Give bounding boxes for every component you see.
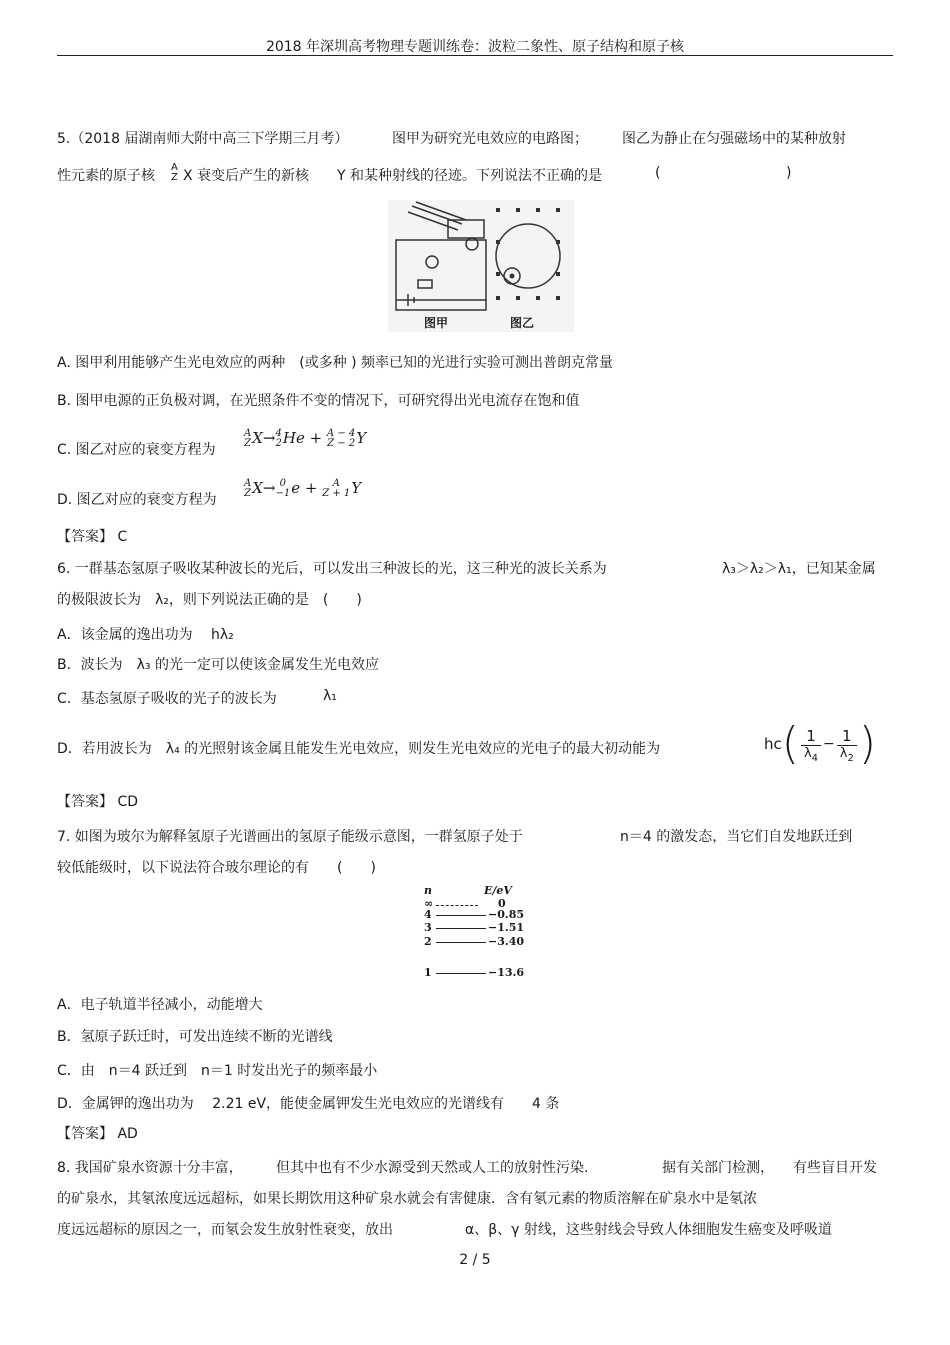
q5-equation-d: A Z X→ 0 −1 e + A Z + 1 Y xyxy=(244,478,362,499)
q5-nucleus-symbol: A Z xyxy=(171,162,178,183)
q5-figure-drawing xyxy=(388,200,574,332)
q8-line3-a: 度远远超标的原因之一，而氡会发生放射性衰变，放出 xyxy=(57,1222,393,1238)
level-2-n: 2 xyxy=(424,935,432,948)
level-1-line xyxy=(436,973,486,974)
q6-line1-b: λ₃＞λ₂＞λ₁，已知某金属 xyxy=(722,561,876,577)
level-4-line xyxy=(436,915,486,916)
header-divider xyxy=(57,55,893,56)
levels-header-n: n xyxy=(424,884,432,897)
q7-option-c: C．由 n＝4 跃迁到 n＝1 时发出光子的频率最小 xyxy=(57,1063,378,1079)
level-3-n: 3 xyxy=(424,921,432,934)
level-inf-line xyxy=(436,905,478,906)
level-2-line xyxy=(436,942,486,943)
page-header: 2018 年深圳高考物理专题训练卷：波粒二象性、原子结构和原子核 xyxy=(265,39,685,55)
energy-level-diagram xyxy=(420,884,530,984)
level-inf-n: ∞ xyxy=(424,897,434,910)
q5-line2-a: 性元素的原子核 xyxy=(57,168,155,184)
levels-header-e: E/eV xyxy=(484,884,512,897)
q8-line1-a: 8. 我国矿泉水资源十分丰富， xyxy=(57,1160,243,1176)
q6-option-c-b: λ₁ xyxy=(323,688,337,704)
q5-line1-b: 图甲为研究光电效应的电路图； xyxy=(392,131,588,147)
q6-option-c-a: C．基态氢原子吸收的光子的波长为 xyxy=(57,691,277,707)
q6-formula: hc( $\frac{1}{\lambda_4}$ − $\frac{1}{\lambda_2}$ ) xyxy=(764,718,876,769)
q6-option-a: A．该金属的逸出功为 hλ₂ xyxy=(57,627,234,643)
q7-option-a: A．电子轨道半径减小，动能增大 xyxy=(57,997,263,1013)
level-4-n: 4 xyxy=(424,908,432,921)
q5-line1-a: 5.（2018 届湖南师大附中高三下学期三月考） xyxy=(57,131,349,147)
q7-line1-b: n＝4 的激发态，当它们自发地跃迁到 xyxy=(620,829,853,845)
q6-option-d: D．若用波长为 λ₄ 的光照射该金属且能发生光电效应，则发生光电效应的光电子的最大初动能为 xyxy=(57,741,661,757)
q5-figure xyxy=(388,200,574,332)
level-3-e: −1.51 xyxy=(488,921,525,934)
q8-line1-d: 有些盲目开发 xyxy=(793,1160,877,1176)
level-1-n: 1 xyxy=(424,966,432,979)
q6-option-b: B．波长为 λ₃ 的光一定可以使该金属发生光电效应 xyxy=(57,657,379,673)
q8-line2: 的矿泉水，其氡浓度远远超标，如果长期饮用这种矿泉水就会有害健康．含有氡元素的物质溶解在矿泉水中是氡浓 xyxy=(57,1191,757,1207)
q5-option-c: C. 图乙对应的衰变方程为 xyxy=(57,442,216,458)
q7-option-d: D．金属钾的逸出功为 2.21 eV，能使金属钾发生光电效应的光谱线有 4 条 xyxy=(57,1096,560,1112)
q5-line2-b: X 衰变后产生的新核 xyxy=(183,168,310,184)
q5-equation-c: A Z X→ 4 2 He + A − 4 Z − 2 Y xyxy=(244,428,367,449)
level-2-e: −3.40 xyxy=(488,935,525,948)
level-4-e: −0.85 xyxy=(488,908,525,921)
level-inf-e: 0 xyxy=(498,897,506,910)
q5-line1-c: 图乙为静止在匀强磁场中的某种放射 xyxy=(622,131,846,147)
q5-option-b: B. 图甲电源的正负极对调，在光照条件不变的情况下，可研究得出光电流存在饱和值 xyxy=(57,393,580,409)
q6-answer: 【答案】 CD xyxy=(57,794,139,810)
q7-answer: 【答案】 AD xyxy=(57,1126,138,1142)
q5-option-d: D. 图乙对应的衰变方程为 xyxy=(57,492,217,508)
q5-fig-label-b: 图乙 xyxy=(510,316,535,330)
q5-option-a: A. 图甲利用能够产生光电效应的两种 (或多种 ) 频率已知的光进行实验可测出普朗克常量 xyxy=(57,355,614,371)
q7-line2: 较低能级时，以下说法符合玻尔理论的有 ( ) xyxy=(57,860,376,876)
level-3-line xyxy=(436,928,486,929)
q7-line1-a: 7. 如图为玻尔为解释氢原子光谱画出的氢原子能级示意图，一群氢原子处于 xyxy=(57,829,523,845)
level-1-e: −13.6 xyxy=(488,966,525,979)
q7-option-b: B．氢原子跃迁时，可发出连续不断的光谱线 xyxy=(57,1029,333,1045)
q8-line1-c: 据有关部门检测， xyxy=(662,1160,774,1176)
q6-line1-a: 6. 一群基态氢原子吸收某种波长的光后，可以发出三种波长的光，这三种光的波长关系为 xyxy=(57,561,607,577)
q5-paren-open: ( xyxy=(655,165,661,181)
q5-line2-c: Y 和某种射线的径迹。下列说法不正确的是 xyxy=(337,168,603,184)
q5-paren-close: ) xyxy=(786,165,792,181)
q8-line1-b: 但其中也有不少水源受到天然或人工的放射性污染. xyxy=(276,1160,589,1176)
q8-line3-b: α、β、γ 射线，这些射线会导致人体细胞发生癌变及呼吸道 xyxy=(465,1222,832,1238)
q6-line2: 的极限波长为 λ₂，则下列说法正确的是 ( ) xyxy=(57,592,362,608)
q5-answer: 【答案】 C xyxy=(57,529,128,545)
page-number: 2 / 5 xyxy=(459,1252,491,1268)
q5-fig-label-a: 图甲 xyxy=(424,316,449,330)
